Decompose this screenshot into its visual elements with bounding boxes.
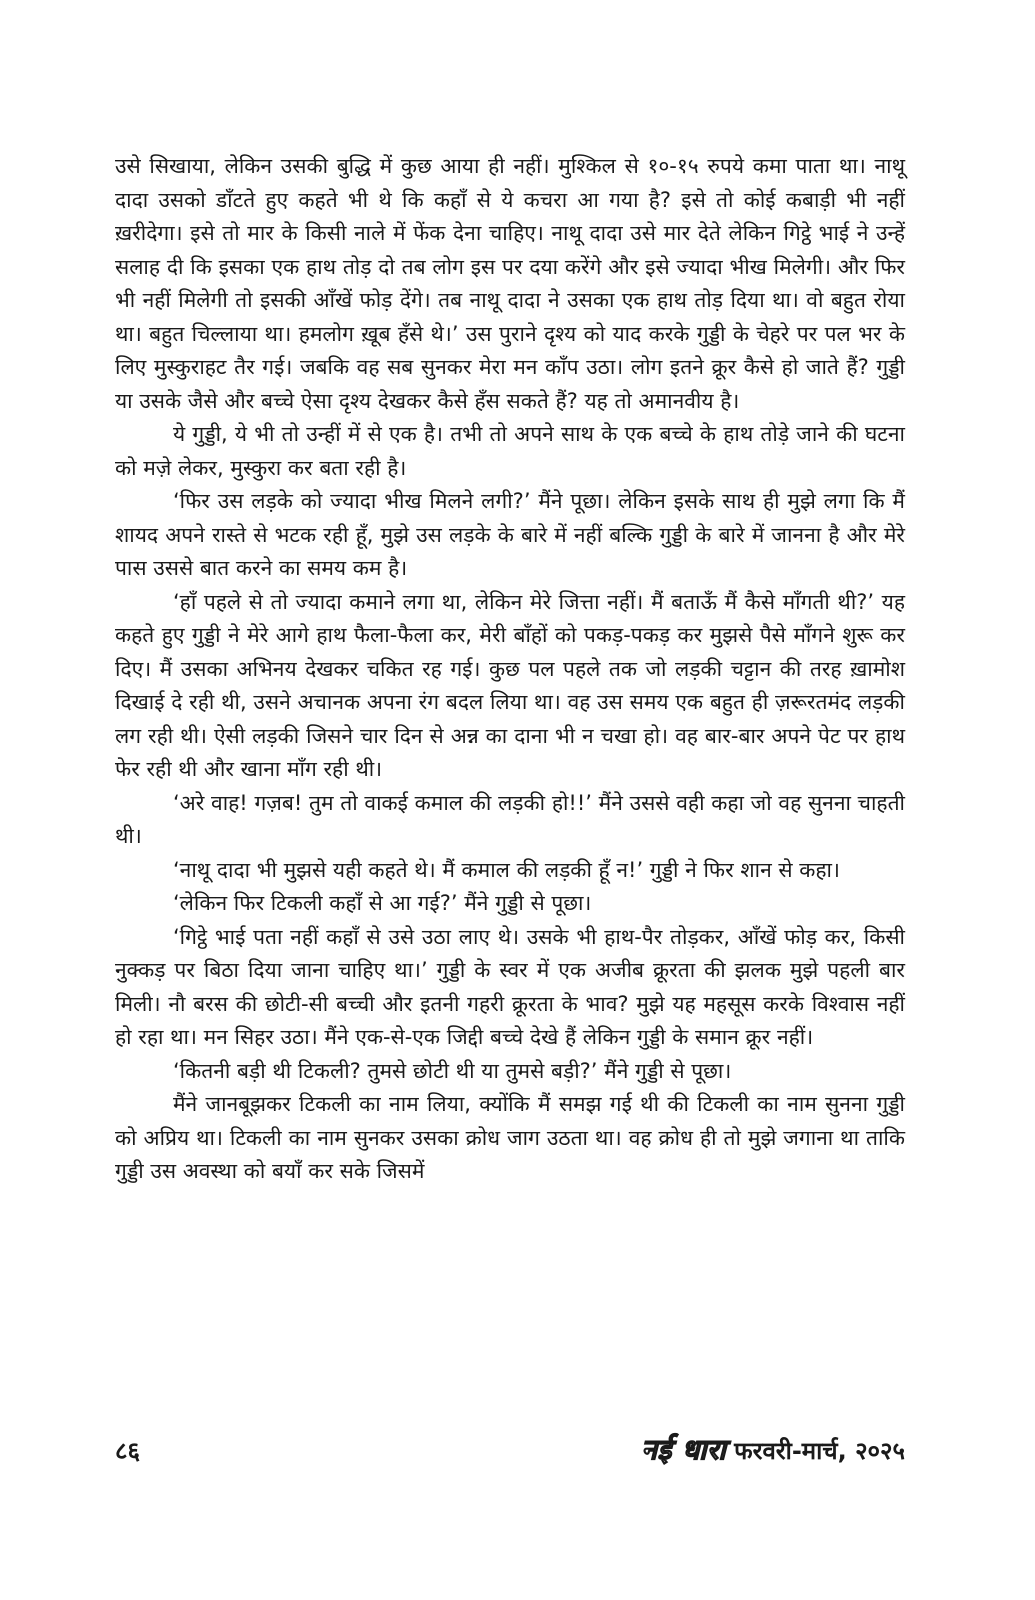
paragraph-7: ‘लेकिन फिर टिकली कहाँ से आ गई?’ मैंने गुड्डी से पूछा।: [173, 891, 592, 915]
paragraph-9: ‘कितनी बड़ी थी टिकली? तुमसे छोटी थी या तुमसे बड़ी?’ मैंने गुड्डी से पूछा।: [173, 1058, 732, 1083]
paragraph-2: ये गुड्डी, ये भी तो उन्हीं में से एक है। तभी तो अपने साथ के एक बच्चे के हाथ तोड़े जाने की घटना को मज़े लेकर, मुस्कुरा कर बता रही है।: [115, 422, 905, 480]
issue-date: फरवरी-मार्च, २०२५: [734, 1437, 905, 1465]
paragraph-5: ‘अरे वाह! गज़ब! तुम तो वाकई कमाल की लड़की हो!!’ मैंने उससे वही कहा जो वह सुनना चाहती थी।: [115, 790, 905, 848]
paragraph-3: ‘फिर उस लड़के को ज्यादा भीख मिलने लगी?’ मैंने पूछा। लेकिन इसके साथ ही मुझे लगा कि मैं शायद अपने रास्ते से भटक रही हूँ, मुझे उस लड़के के बारे में नहीं बल्कि गुड्डी के बारे में जानना है और मेरे पास उससे बात करने का समय कम है।: [115, 489, 905, 580]
magazine-credit: [641, 1430, 905, 1468]
page-number: ८६: [115, 1437, 140, 1465]
paragraph-1: उसे सिखाया, लेकिन उसकी बुद्धि में कुछ आया ही नहीं। मुश्किल से १०-१५ रुपये कमा पाता था। नाथू दादा उसको डाँटते हुए कहते भी थे कि कहाँ से ये कचरा आ गया है? इसे तो कोई कबाड़ी भी नहीं ख़रीदेगा। इसे तो मार के किसी नाले में फेंक देना चाहिए। नाथू दादा उसे मार देते लेकिन गिट्ठे भाई ने उन्हें सलाह दी कि इसका एक हाथ तोड़ दो तब लोग इस पर दया करेंगे और इसे ज्यादा भीख मिलेगी। और फिर भी नहीं मिलेगी तो इसकी आँखें फोड़ देंगे। तब नाथू दादा ने उसका एक हाथ तोड़ दिया था। वो बहुत रोया था। बहुत चिल्लाया था। हमलोग ख़ूब हँसे थे।’ उस पुराने दृश्य को याद करके गुड्डी के चेहरे पर पल भर के लिए मुस्कुराहट तैर गई। जबकि वह सब सुनकर मेरा मन काँप उठा। लोग इतने क्रूर कैसे हो जाते हैं? गुड्डी या उसके जैसे और बच्चे ऐसा दृश्य देखकर कैसे हँस सकते हैं? यह तो अमानवीय है।: [115, 154, 905, 413]
paragraph-6: ‘नाथू दादा भी मुझसे यही कहते थे। मैं कमाल की लड़की हूँ न!’ गुड्डी ने फिर शान से कहा।: [173, 857, 840, 882]
page-footer: [115, 1430, 905, 1470]
paragraph-4: ‘हाँ पहले से तो ज्यादा कमाने लगा था, लेकिन मेरे जित्ता नहीं। मैं बताऊँ मैं कैसे माँगती थी?’ यह कहते हुए गुड्डी ने मेरे आगे हाथ फैला-फैला कर, मेरी बाँहों को पकड़-पकड़ कर मुझसे पैसे माँगने शुरू कर दिए। मैं उसका अभिनय देखकर चकित रह गई। कुछ पल पहले तक जो लड़की चट्टान की तरह ख़ामोश दिखाई दे रही थी, उसने अचानक अपना रंग बदल लिया था। वह उस समय एक बहुत ही ज़रूरतमंद लड़की लग रही थी। ऐसी लड़की जिसने चार दिन से अन्न का दाना भी न चखा हो। वह बार-बार अपने पेट पर हाथ फेर रही थी और खाना माँग रही थी।: [115, 589, 905, 781]
paragraph-8: ‘गिट्ठे भाई पता नहीं कहाँ से उसे उठा लाए थे। उसके भी हाथ-पैर तोड़कर, आँखें फोड़ कर, किसी नुक्कड़ पर बिठा दिया जाना चाहिए था।’ गुड्डी के स्वर में एक अजीब क्रूरता की झलक मुझे पहली बार मिली। नौ बरस की छोटी-सी बच्ची और इतनी गहरी क्रूरता के भाव? मुझे यह महसूस करके विश्वास नहीं हो रहा था। मन सिहर उठा। मैंने एक-से-एक जिद्दी बच्चे देखे हैं लेकिन गुड्डी के समान क्रूर नहीं।: [115, 924, 905, 1049]
article-body: [115, 150, 905, 1189]
magazine-logo: नई धारा: [641, 1433, 727, 1466]
paragraph-10: मैंने जानबूझकर टिकली का नाम लिया, क्योंकि मैं समझ गई थी की टिकली का नाम सुनना गुड्डी को अप्रिय था। टिकली का नाम सुनकर उसका क्रोध जाग उठता था। वह क्रोध ही तो मुझे जगाना था ताकि गुड्डी उस अवस्था को बयाँ कर सके जिसमें: [115, 1092, 905, 1183]
